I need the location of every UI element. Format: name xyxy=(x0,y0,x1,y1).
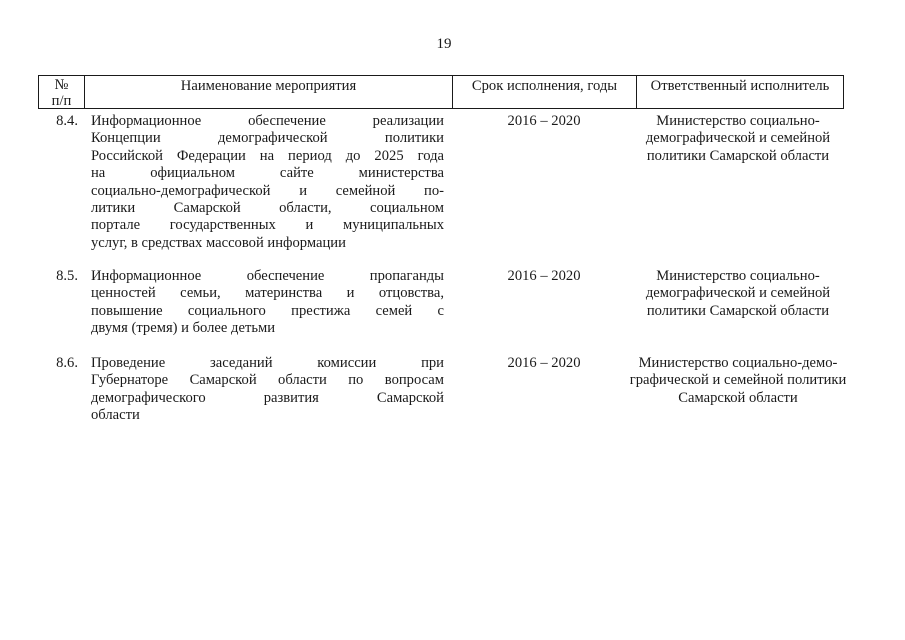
activity-name-line: Информационное обеспечение пропаганды xyxy=(91,268,444,284)
activity-name-line: демографического развития Самарской xyxy=(91,389,444,406)
activity-name-line: портале государственных и муниципальных xyxy=(91,217,444,234)
activity-name-line: Губернаторе Самарской области по вопросам xyxy=(91,372,444,389)
activity-name xyxy=(91,113,444,252)
header-number xyxy=(39,76,85,108)
header-activity-name: Наименование мероприятия xyxy=(85,76,453,108)
table-header xyxy=(38,75,844,109)
executor-line: демографической и семейной xyxy=(645,285,831,302)
activity-name-line: услуг, в средствах массовой информации xyxy=(91,234,346,251)
activity-name-line: Проведение заседаний комиссии при xyxy=(91,355,444,371)
executor-line: Самарской области xyxy=(678,389,798,406)
executor xyxy=(613,113,863,165)
header-executor: Ответственный исполнитель xyxy=(650,78,830,94)
activity-name-line: на официальном сайте министерства xyxy=(91,165,444,182)
executor-line: Министерство социально- xyxy=(656,268,820,284)
activity-name-line: повышение социального престижа семей с xyxy=(91,302,444,319)
executor xyxy=(613,268,863,320)
row-number: 8.4. xyxy=(56,113,78,129)
executor-line: графической и семейной политики xyxy=(629,372,847,389)
term: 2016 – 2020 xyxy=(507,113,581,129)
activity-name-line: Российской Федерации на период до 2025 года xyxy=(91,147,444,164)
activity-name-line: ценностей семьи, материнства и отцовства, xyxy=(91,285,444,302)
executor-line: политики Самарской области xyxy=(646,147,830,164)
activity-name-line: двумя (тремя) и более детьми xyxy=(91,320,276,337)
executor-line: демографической и семейной xyxy=(645,130,831,147)
term: 2016 – 2020 xyxy=(507,355,581,371)
executor-line: Министерство социально- xyxy=(656,113,820,129)
executor xyxy=(613,355,863,407)
page-number: 19 xyxy=(436,36,452,52)
activity-name xyxy=(91,268,444,338)
activity-name-line: социально-демографической и семейной по- xyxy=(91,182,444,199)
activity-name-line: литики Самарской области, социальном xyxy=(91,200,444,217)
activity-name xyxy=(91,355,444,425)
row-number: 8.5. xyxy=(56,268,78,284)
executor-line: политики Самарской области xyxy=(646,302,830,319)
activity-name-line: Концепции демографической политики xyxy=(91,130,444,147)
header-number-abbr: п/п xyxy=(51,93,72,109)
activity-name-line: области xyxy=(91,407,140,424)
row-number: 8.6. xyxy=(56,355,78,371)
header-term: Срок исполнения, годы xyxy=(453,76,637,108)
term: 2016 – 2020 xyxy=(507,268,581,284)
executor-line: Министерство социально-демо- xyxy=(638,355,838,371)
activity-name-line: Информационное обеспечение реализации xyxy=(91,113,444,129)
header-number-symbol: № xyxy=(54,77,69,93)
